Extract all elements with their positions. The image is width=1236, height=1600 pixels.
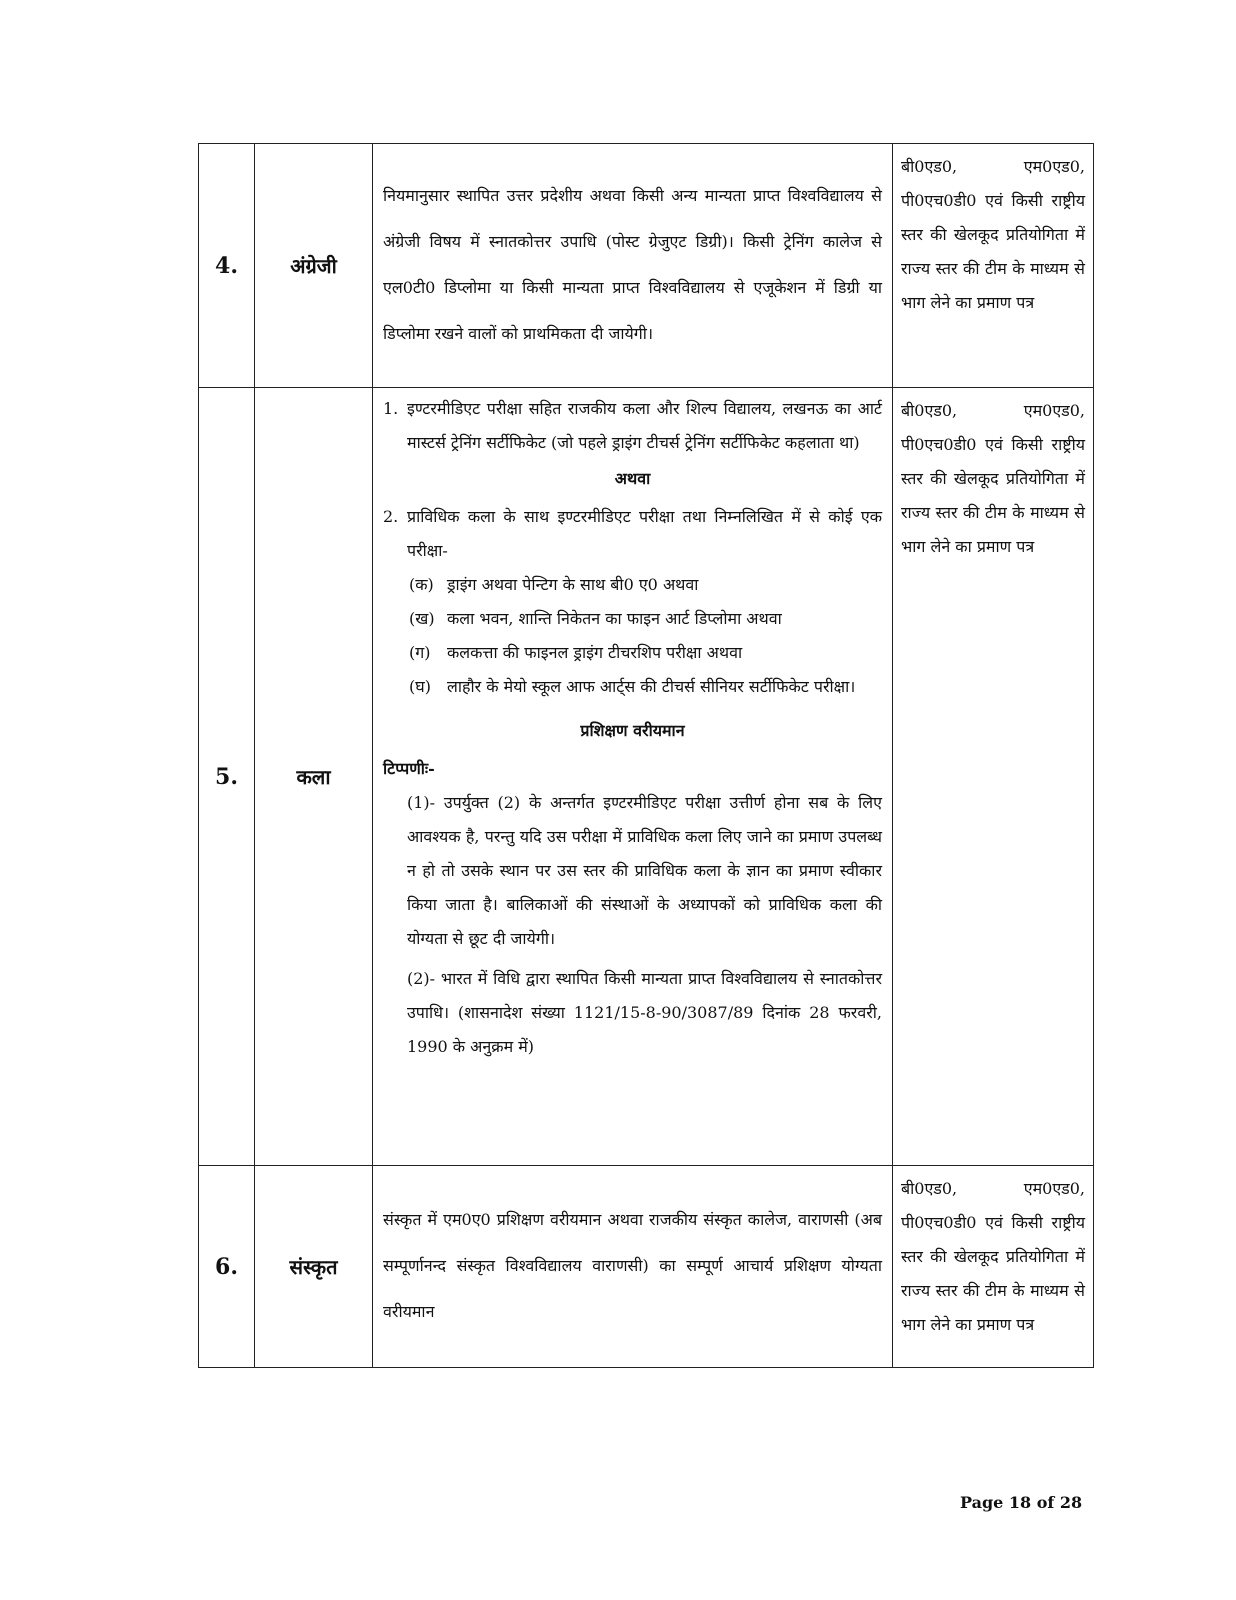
subject-name: अंग्रेजी (255, 144, 373, 388)
preference-requirement (893, 1166, 1094, 1368)
table-row (199, 144, 1094, 388)
description-text: नियमानुसार स्थापित उत्तर प्रदेशीय अथवा किसी अन्य मान्यता प्राप्त विश्वविद्यालय से अंग्रेजी विषय में स्नातकोत्तर उपाधि (पोस्ट ग्रेजुएट डिग्री)। किसी ट्रेनिंग कालेज से एल0टी0 डिप्लोमा या किसी मान्यता प्राप्त विश्वविद्यालय से एजूकेशन में डिग्री या डिप्लोमा रखने वालों को प्राथमिकता दी जायेगी। (383, 185, 882, 343)
table-row (199, 1166, 1094, 1368)
qualification-description (373, 1166, 893, 1368)
or-label: अथवा (614, 469, 651, 488)
row-number: 6. (199, 1166, 255, 1368)
requirement-text: बी0एड0, एम0एड0, पी0एच0डी0 एवं किसी राष्ट्रीय स्तर की खेलकूद प्रतियोगिता में राज्य स्तर की टीम के माध्यम से भाग लेने का प्रमाण पत्र (901, 401, 1085, 556)
sub-list-text: ड्राइंग अथवा पेन्टिग के साथ बी0 ए0 अथवा (447, 575, 699, 594)
requirement-text: बी0एड0, एम0एड0, पी0एच0डी0 एवं किसी राष्ट्रीय स्तर की खेलकूद प्रतियोगिता में राज्य स्तर की टीम के माध्यम से भाग लेने का प्रमाण पत्र (901, 1179, 1085, 1334)
training-heading: प्रशिक्षण वरीयमान (580, 721, 685, 740)
sub-list-item (383, 602, 882, 636)
qualification-description (373, 144, 893, 388)
note-paragraph: (1)- उपर्युक्त (2) के अन्तर्गत इण्टरमीडिएट परीक्षा उत्तीर्ण होना सब के लिए आवश्यक है, परन्तु यदि उस परीक्षा में प्राविधिक कला लिए जाने का प्रमाण उपलब्ध न हो तो उसके स्थान पर उस स्तर की प्राविधिक कला के ज्ञान का प्रमाण स्वीकार किया जाता है। बालिकाओं की संस्थाओं के अध्यापकों को प्राविधिक कला की योग्यता से छूट दी जायेगी। (407, 793, 882, 948)
qualification-description (373, 388, 893, 1166)
requirement-text: बी0एड0, एम0एड0, पी0एच0डी0 एवं किसी राष्ट्रीय स्तर की खेलकूद प्रतियोगिता में राज्य स्तर की टीम के माध्यम से भाग लेने का प्रमाण पत्र (901, 157, 1085, 312)
qualification-table (198, 143, 1094, 1368)
preference-requirement (893, 144, 1094, 388)
sub-list-text: कलकत्ता की फाइनल ड्राइंग टीचरशिप परीक्षा अथवा (447, 643, 743, 662)
subject-name: संस्कृत (255, 1166, 373, 1368)
sub-list-label: (घ) (409, 677, 431, 696)
row-number: 5. (199, 388, 255, 1166)
list-number: 2. (383, 507, 399, 526)
list-text: इण्टरमीडिएट परीक्षा सहित राजकीय कला और शिल्प विद्यालय, लखनऊ का आर्ट मास्टर्स ट्रेनिंग सर्टीफिकेट (जो पहले ड्राइंग टीचर्स ट्रेनिंग सर्टीफिकेट कहलाता था) (407, 399, 882, 452)
description-text: संस्कृत में एम0ए0 प्रशिक्षण वरीयमान अथवा राजकीय संस्कृत कालेज, वाराणसी (अब सम्पूर्णानन्द संस्कृत विश्वविद्यालय वाराणसी) का सम्पूर्ण आचार्य प्रशिक्षण योग्यता वरीयमान (383, 1209, 882, 1321)
list-text: प्राविधिक कला के साथ इण्टरमीडिएट परीक्षा तथा निम्नलिखित में से कोई एक परीक्षा- (407, 507, 882, 560)
row-number: 4. (199, 144, 255, 388)
list-item (383, 500, 882, 568)
subject-name: कला (255, 388, 373, 1166)
sub-list-item (383, 670, 882, 704)
note-paragraph: (2)- भारत में विधि द्वारा स्थापित किसी मान्यता प्राप्त विश्वविद्यालय से स्नातकोत्तर उपाधि। (शासनादेश संख्या 1121/15-8-90/3087/89 दिनांक 28 फरवरी, 1990 के अनुक्रम में) (407, 969, 882, 1056)
list-item (383, 392, 882, 460)
sub-list-item (383, 568, 882, 602)
note-label: टिप्पणीः- (383, 759, 435, 778)
sub-list-label: (ख) (409, 609, 435, 628)
page-number: Page 18 of 28 (960, 1493, 1083, 1512)
sub-list-label: (ग) (409, 643, 431, 662)
list-number: 1. (383, 399, 399, 418)
preference-requirement (893, 388, 1094, 1166)
table-row (199, 388, 1094, 1166)
sub-list-item (383, 636, 882, 670)
sub-list-label: (क) (409, 575, 434, 594)
sub-list-text: कला भवन, शान्ति निकेतन का फाइन आर्ट डिप्लोमा अथवा (447, 609, 782, 628)
sub-list-text: लाहौर के मेयो स्कूल आफ आर्ट्स की टीचर्स सीनियर सर्टीफिकेट परीक्षा। (447, 677, 856, 696)
